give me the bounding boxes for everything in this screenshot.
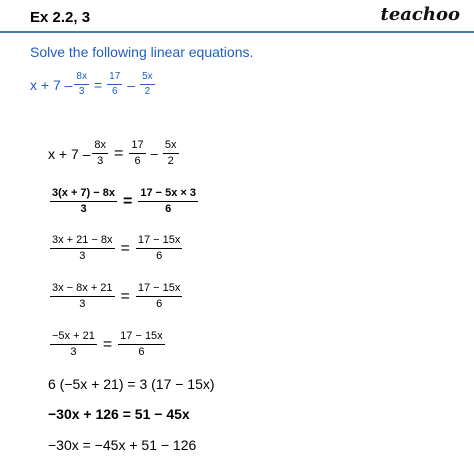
step-5-left-fraction (50, 331, 97, 358)
question-fraction-2 (107, 72, 122, 97)
step-1-fraction-1 (92, 140, 108, 167)
fraction-denominator: 6 (138, 346, 145, 358)
step-3-left-fraction (50, 235, 115, 262)
fraction-numerator: 3x + 21 − 8x (50, 235, 115, 249)
fraction-denominator: 6 (156, 250, 163, 262)
equals-sign: = (123, 192, 133, 210)
fraction-denominator: 3 (70, 346, 77, 358)
fraction-denominator: 3 (78, 86, 85, 97)
step-2-equation (48, 188, 200, 215)
step-5-equation (48, 331, 167, 358)
equals-sign: = (102, 335, 113, 353)
fraction-denominator: 6 (111, 86, 118, 97)
step-5-right-fraction (118, 331, 165, 358)
fraction-numerator: 17 − 15x (136, 235, 183, 249)
equals-sign: = (114, 144, 124, 162)
header (0, 0, 474, 34)
step-1-equation (48, 140, 181, 167)
step-1-prefix: x + 7 – (48, 145, 91, 162)
fraction-numerator: 17 − 15x (136, 283, 183, 297)
fraction-denominator: 3 (80, 203, 87, 215)
fraction-denominator: 6 (165, 203, 172, 215)
fraction-denominator: 3 (97, 155, 104, 167)
question-lhs-prefix: x + 7 – (30, 76, 73, 93)
step-4-equation (48, 283, 184, 310)
question-fraction-1 (74, 72, 89, 97)
step-7-equation: −30x + 126 = 51 − 45x (48, 406, 190, 422)
header-divider (0, 31, 474, 33)
fraction-denominator: 6 (134, 155, 141, 167)
fraction-denominator: 2 (144, 86, 151, 97)
step-8-equation: −30x = −45x + 51 − 126 (48, 437, 197, 453)
fraction-numerator: 17 (107, 72, 122, 85)
fraction-numerator: 5x (163, 140, 179, 154)
step-4-left-fraction (50, 283, 115, 310)
fraction-numerator: 8x (92, 140, 108, 154)
equals-sign: = (120, 239, 130, 257)
fraction-numerator: 8x (74, 72, 89, 85)
equals-sign: = (120, 287, 130, 305)
question-fraction-3 (140, 72, 155, 97)
minus-sign: – (150, 146, 158, 161)
fraction-numerator: 3(x + 7) − 8x (50, 188, 117, 202)
fraction-numerator: 17 − 5x × 3 (138, 188, 198, 202)
step-3-equation (48, 235, 184, 262)
fraction-numerator: −5x + 21 (50, 331, 97, 345)
fraction-denominator: 2 (167, 155, 174, 167)
fraction-numerator: 17 (129, 140, 145, 154)
brand-logo: teachoo (380, 4, 460, 25)
fraction-numerator: 3x − 8x + 21 (50, 283, 115, 297)
equals-sign: = (93, 76, 103, 93)
step-1-fraction-3 (163, 140, 179, 167)
fraction-denominator: 3 (79, 298, 86, 310)
question-text: Solve the following linear equations. (30, 44, 254, 60)
exercise-title: Ex 2.2, 3 (30, 9, 91, 26)
minus-sign: – (127, 76, 136, 93)
fraction-numerator: 17 − 15x (118, 331, 165, 345)
step-6-equation: 6 (−5x + 21) = 3 (17 − 15x) (48, 376, 215, 392)
step-2-right-fraction (138, 188, 198, 215)
fraction-numerator: 5x (140, 72, 155, 85)
question-equation (30, 72, 157, 97)
step-3-right-fraction (136, 235, 183, 262)
fraction-denominator: 3 (79, 250, 86, 262)
step-2-left-fraction (50, 188, 117, 215)
step-4-right-fraction (136, 283, 183, 310)
fraction-denominator: 6 (156, 298, 163, 310)
step-1-fraction-2 (129, 140, 145, 167)
